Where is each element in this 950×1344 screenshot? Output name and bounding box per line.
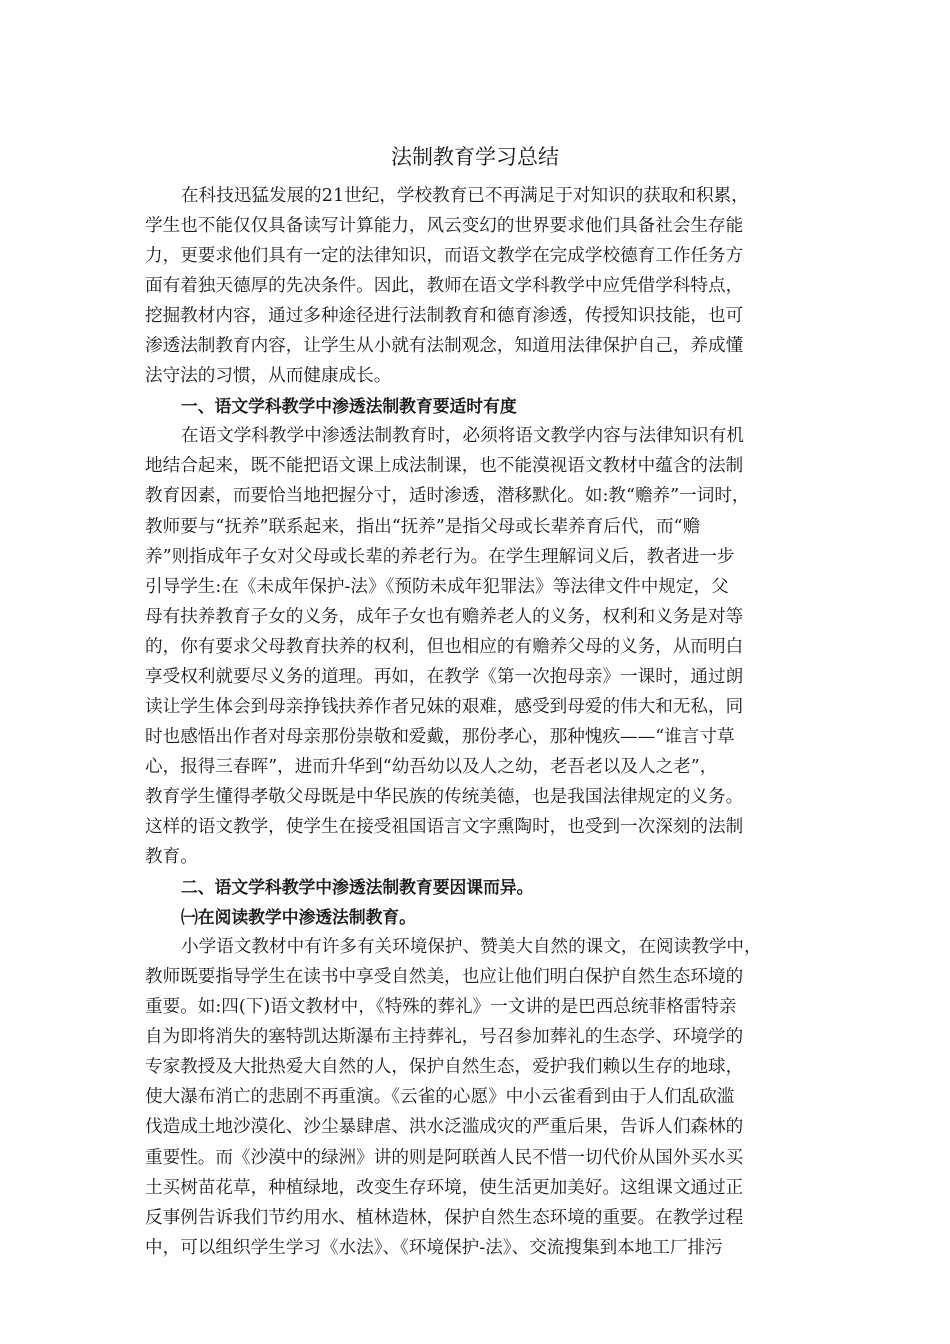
paragraph-line: 引导学生:在《未成年保护-法》《预防未成年犯罪法》等法律文件中规定，父 (145, 576, 729, 597)
paragraph-line: 在科技迅猛发展的21世纪，学校教育已不再满足于对知识的获取和积累， (181, 186, 749, 206)
section-heading: 一、语文学科教学中渗透法制教育要适时有度 (181, 396, 517, 417)
paragraph-line: 中，可以组织学生学习《水法》、《环境保护-法》、交流搜集到本地工厂排污 (145, 1237, 723, 1258)
paragraph-line: 挖掘教材内容，通过多种途径进行法制教育和德育渗透，传授知识技能，也可 (145, 306, 744, 327)
document-title: 法制教育学习总结 (391, 145, 559, 169)
paragraph-line: 这样的语文教学，使学生在接受祖国语言文字熏陶时，也受到一次深刻的法制 (145, 816, 744, 837)
paragraph-line: 地结合起来，既不能把语文课上成法制课，也不能漠视语文教材中蕴含的法制 (145, 456, 744, 477)
paragraph-line: 享受权利就要尽义务的道理。再如，在教学《第一次抱母亲》一课时，通过朗 (145, 666, 744, 687)
section-heading: 二、语文学科教学中渗透法制教育要因课而异。 (181, 877, 534, 898)
paragraph-line: 教育。 (145, 847, 198, 868)
paragraph-line: 伐造成土地沙漠化、沙尘暴肆虐、洪水泛滥成灾的严重后果，告诉人们森林的 (145, 1117, 744, 1138)
paragraph-line: 教师要与“抚养”联系起来，指出“抚养”是指父母或长辈养育后代，而“赡 (145, 516, 701, 537)
paragraph-line: 读让学生体会到母亲挣钱扶养作者兄妹的艰难，感受到母爱的伟大和无私，同 (145, 696, 744, 717)
paragraph-line: 重要。如:四(下)语文教材中，《特殊的葬礼》一文讲的是巴西总统菲格雷特亲 (145, 997, 737, 1018)
paragraph-line: 使大瀑布消亡的悲剧不再重演。《云雀的心愿》中小云雀看到由于人们乱砍滥 (145, 1087, 735, 1108)
paragraph-line: 时也感悟出作者对母亲那份崇敬和爱戴，那份孝心，那种愧疚——“谁言寸草 (145, 726, 735, 747)
paragraph-line: 法守法的习惯，从而健康成长。 (145, 366, 392, 387)
paragraph-line: 面有着独天德厚的先决条件。因此，教师在语文学科教学中应凭借学科特点， (145, 276, 744, 297)
paragraph-line: 养”则指成年子女对父母或长辈的养老行为。在学生理解词义后，教者进一步 (145, 546, 735, 567)
paragraph-line: 土买树苗花草，种植绿地，改变生存环境，使生活更加美好。这组课文通过正 (145, 1177, 744, 1198)
section-heading: ㈠在阅读教学中渗透法制教育。 (181, 907, 416, 928)
paragraph-line: 在语文学科教学中渗透法制教育时，必须将语文教学内容与法律知识有机 (181, 426, 745, 447)
paragraph-line: 自为即将消失的塞特凯达斯瀑布主持葬礼，号召参加葬礼的生态学、环境学的 (145, 1027, 744, 1048)
paragraph-line: 力，更要求他们具有一定的法律知识，而语文教学在完成学校德育工作任务方 (145, 246, 744, 267)
paragraph-line: 教师既要指导学生在读书中享受自然美，也应让他们明白保护自然生态环境的 (145, 967, 744, 988)
paragraph-line: 专家教授及大批热爱大自然的人，保护自然生态，爱护我们赖以生存的地球， (145, 1057, 744, 1078)
paragraph-line: 渗透法制教育内容，让学生从小就有法制观念，知道用法律保护自己，养成懂 (145, 336, 744, 357)
document-body (145, 181, 813, 1263)
paragraph-line: 小学语文教材中有许多有关环境保护、赞美大自然的课文，在阅读教学中， (181, 937, 762, 958)
paragraph-line: 母有扶养教育子女的义务，成年子女也有赡养老人的义务，权利和义务是对等 (145, 606, 744, 627)
paragraph-line: 反事例告诉我们节约用水、植林造林，保护自然生态环境的重要。在教学过程 (145, 1207, 744, 1228)
paragraph-line: 重要性。而《沙漠中的绿洲》讲的则是阿联酋人民不惜一切代价从国外买水买 (145, 1147, 744, 1168)
paragraph-line: 的，你有要求父母教育扶养的权利，但也相应的有赡养父母的义务，从而明白 (145, 636, 744, 657)
paragraph-line: 教育学生懂得孝敬父母既是中华民族的传统美德，也是我国法律规定的义务。 (145, 786, 744, 807)
paragraph-line: 心，报得三春晖”，进而升华到“幼吾幼以及人之幼，老吾老以及人之老”， (145, 756, 718, 777)
paragraph-line: 教育因素，而要恰当地把握分寸，适时渗透，潜移默化。如:教“赡养”一词时， (145, 486, 750, 507)
paragraph-line: 学生也不能仅仅具备读写计算能力，风云变幻的世界要求他们具备社会生存能 (145, 216, 744, 237)
